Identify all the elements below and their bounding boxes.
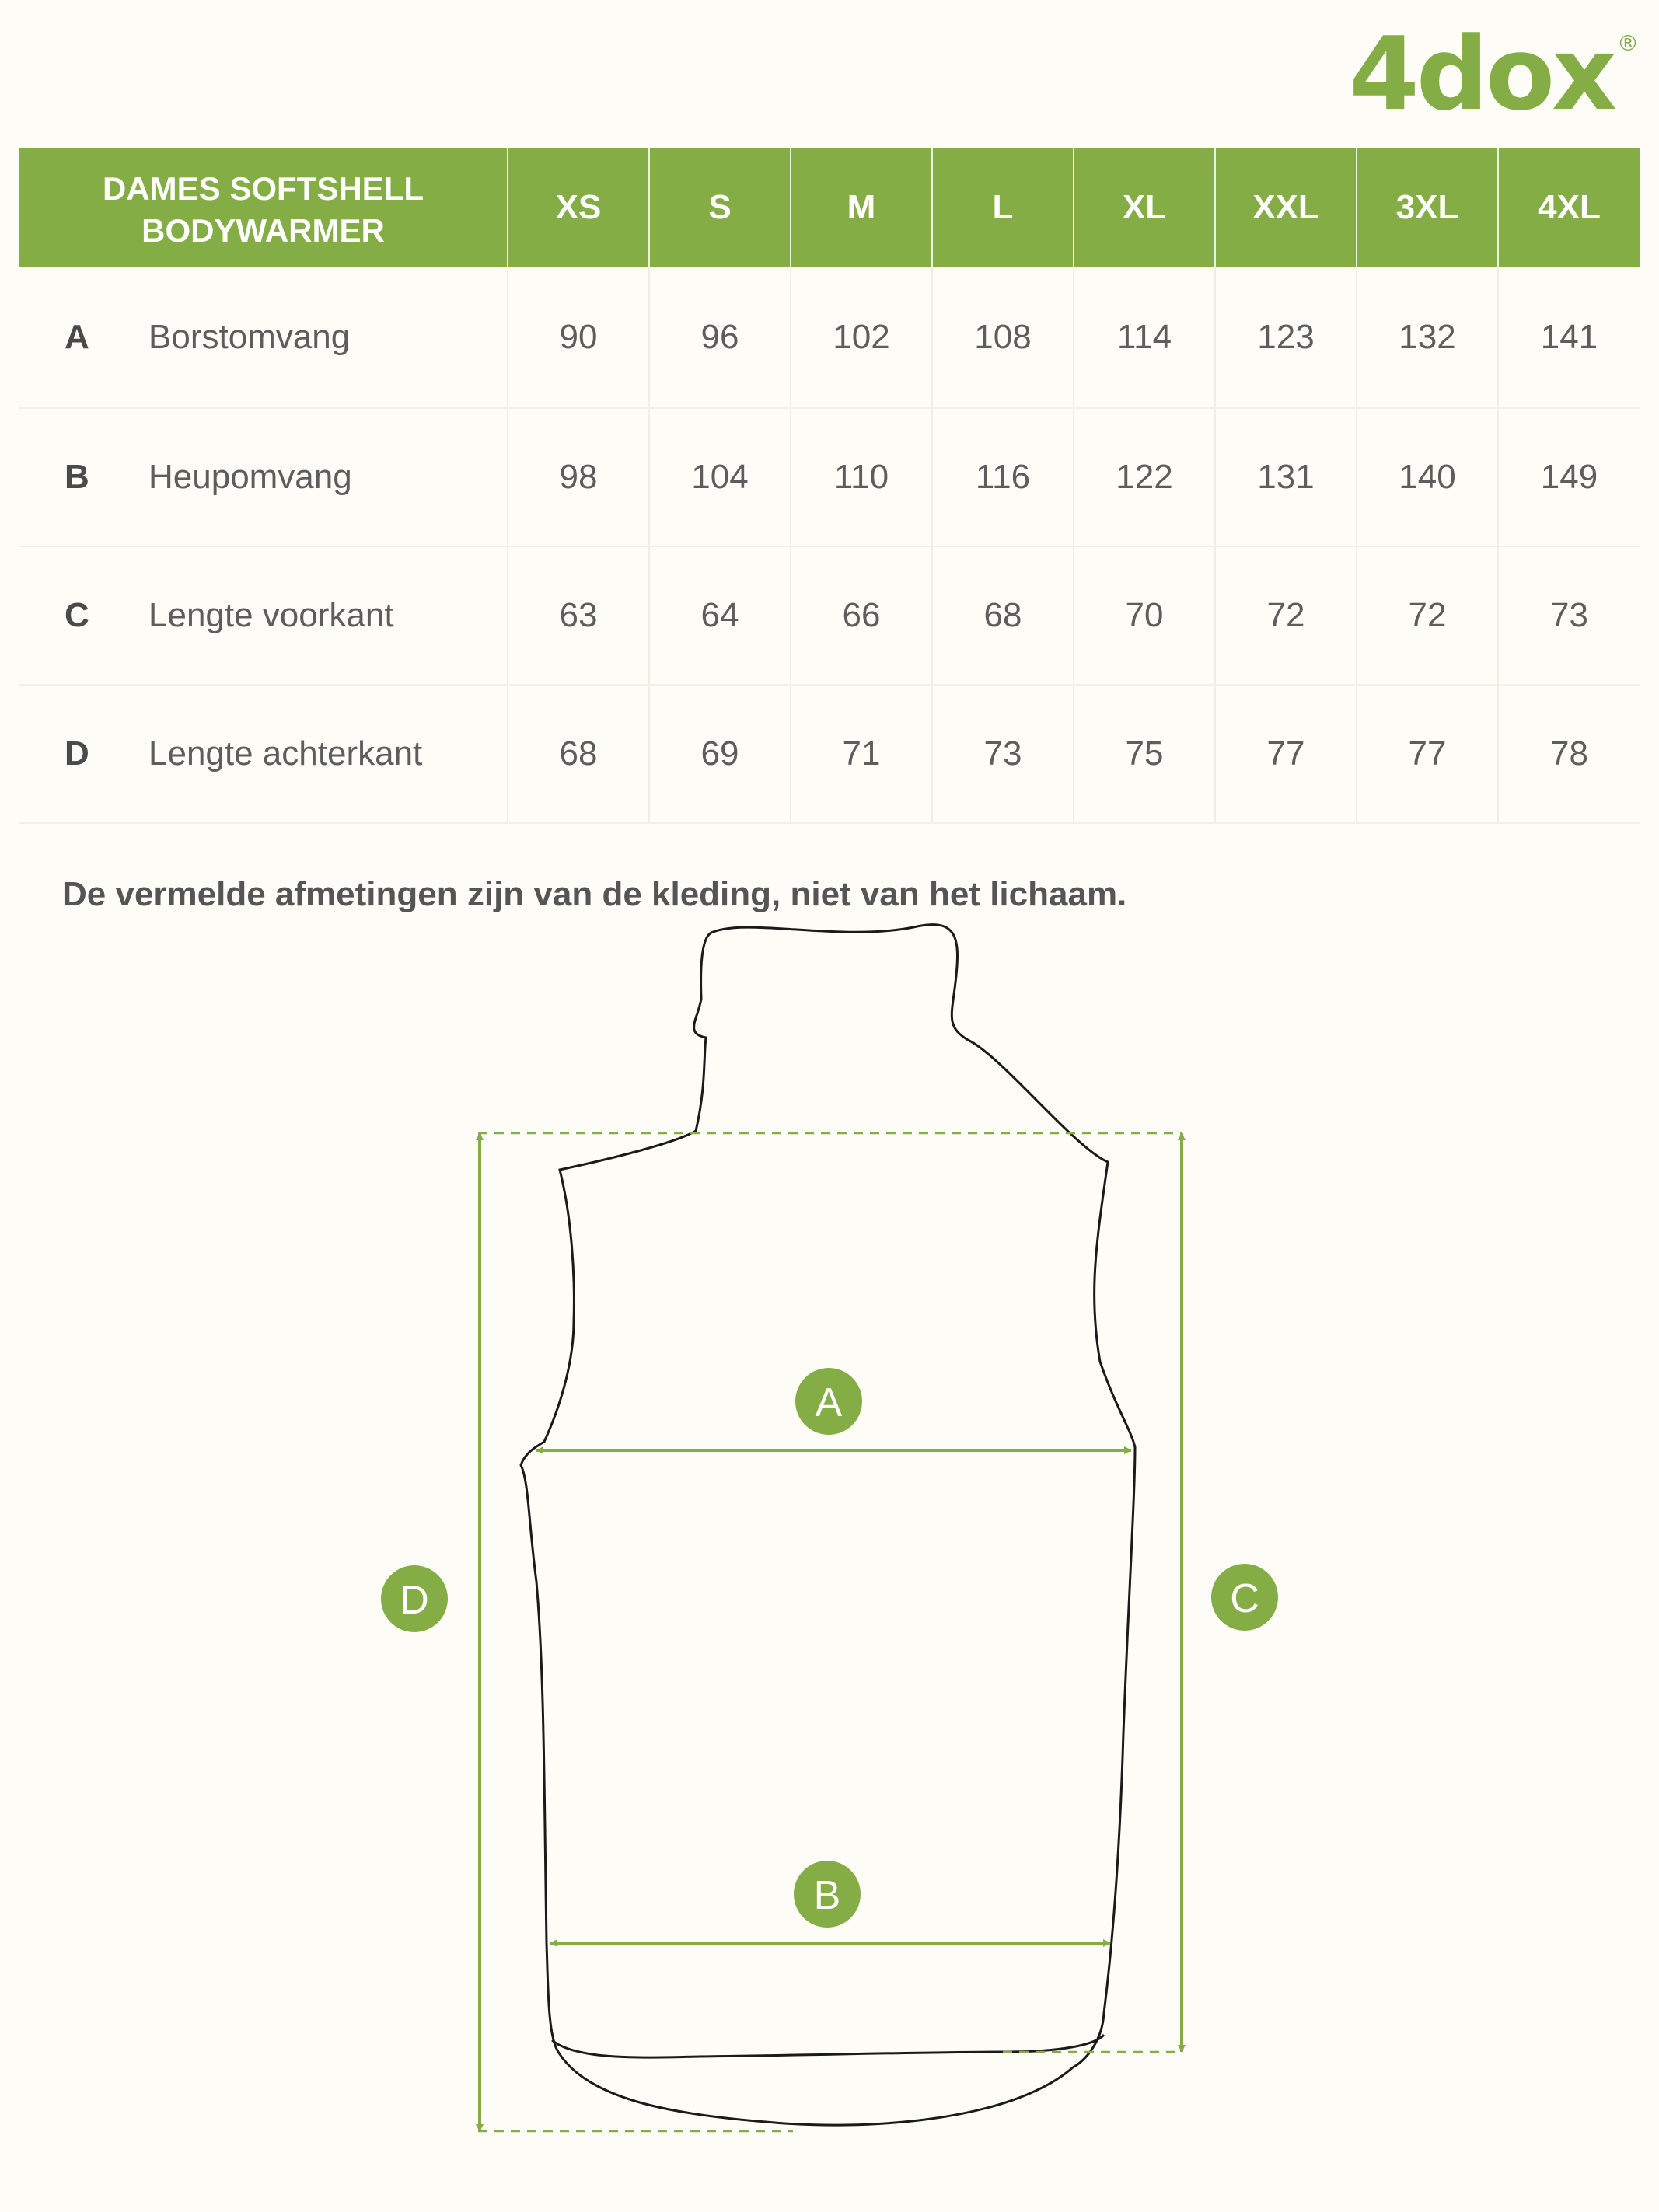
table-cell: 68 xyxy=(508,685,649,823)
table-cell: 75 xyxy=(1074,685,1215,823)
measurement-note: De vermelde afmetingen zijn van de kleding, niet van het lichaam. xyxy=(62,875,1127,913)
label-b: B xyxy=(813,1873,841,1918)
table-cell: 140 xyxy=(1357,408,1498,546)
label-d-badge xyxy=(381,1565,448,1632)
table-title-line2: BODYWARMER xyxy=(141,212,385,249)
table-cell: 131 xyxy=(1215,408,1357,546)
row-letter: B xyxy=(65,458,89,496)
table-cell: 72 xyxy=(1215,546,1357,685)
table-cell: 104 xyxy=(649,408,791,546)
table-cell: 96 xyxy=(649,267,791,408)
table-cell: 98 xyxy=(508,408,649,546)
row-letter: C xyxy=(65,596,89,634)
table-cell: 77 xyxy=(1357,685,1498,823)
table-cell: 114 xyxy=(1074,267,1215,408)
table-cell: 64 xyxy=(649,546,791,685)
table-cell: 102 xyxy=(791,267,932,408)
table-cell: 73 xyxy=(1498,546,1640,685)
label-c-badge xyxy=(1211,1564,1278,1631)
size-header-xl: XL xyxy=(1074,148,1215,267)
table-cell: 78 xyxy=(1498,685,1640,823)
row-label-text: Lengte achterkant xyxy=(148,734,423,773)
size-header-l: L xyxy=(932,148,1074,267)
table-cell: 132 xyxy=(1357,267,1498,408)
size-header-3xl: 3XL xyxy=(1357,148,1498,267)
label-d: D xyxy=(400,1578,429,1623)
label-a-badge xyxy=(795,1368,862,1435)
label-a: A xyxy=(815,1380,843,1425)
row-label-text: Borstomvang xyxy=(148,318,351,356)
table-cell: 77 xyxy=(1215,685,1357,823)
brand-name: 4dox xyxy=(1349,15,1614,133)
registered-mark: ® xyxy=(1617,30,1639,56)
table-cell: 122 xyxy=(1074,408,1215,546)
table-cell: 116 xyxy=(932,408,1074,546)
row-label-text: Heupomvang xyxy=(148,458,352,496)
table-title-line1: DAMES SOFTSHELL xyxy=(102,170,424,207)
label-b-badge xyxy=(794,1861,861,1928)
size-header-xs: XS xyxy=(508,148,649,267)
table-cell: 70 xyxy=(1074,546,1215,685)
label-c: C xyxy=(1230,1576,1259,1621)
size-header-s: S xyxy=(649,148,791,267)
row-letter: A xyxy=(65,318,89,356)
table-cell: 66 xyxy=(791,546,932,685)
table-cell: 63 xyxy=(508,546,649,685)
vest-hem-line xyxy=(552,2035,1104,2057)
size-header-4xl: 4XL xyxy=(1498,148,1640,267)
table-cell: 69 xyxy=(649,685,791,823)
table-cell: 141 xyxy=(1498,267,1640,408)
table-cell: 123 xyxy=(1215,267,1357,408)
table-cell: 149 xyxy=(1498,408,1640,546)
size-header-m: M xyxy=(791,148,932,267)
table-cell: 110 xyxy=(791,408,932,546)
table-cell: 108 xyxy=(932,267,1074,408)
table-cell: 73 xyxy=(932,685,1074,823)
table-cell: 72 xyxy=(1357,546,1498,685)
table-cell: 90 xyxy=(508,267,649,408)
row-label-text: Lengte voorkant xyxy=(148,596,394,634)
size-header-xxl: XXL xyxy=(1215,148,1357,267)
vest-outline xyxy=(521,925,1135,2125)
table-cell: 71 xyxy=(791,685,932,823)
table-cell: 68 xyxy=(932,546,1074,685)
row-letter: D xyxy=(65,734,89,773)
